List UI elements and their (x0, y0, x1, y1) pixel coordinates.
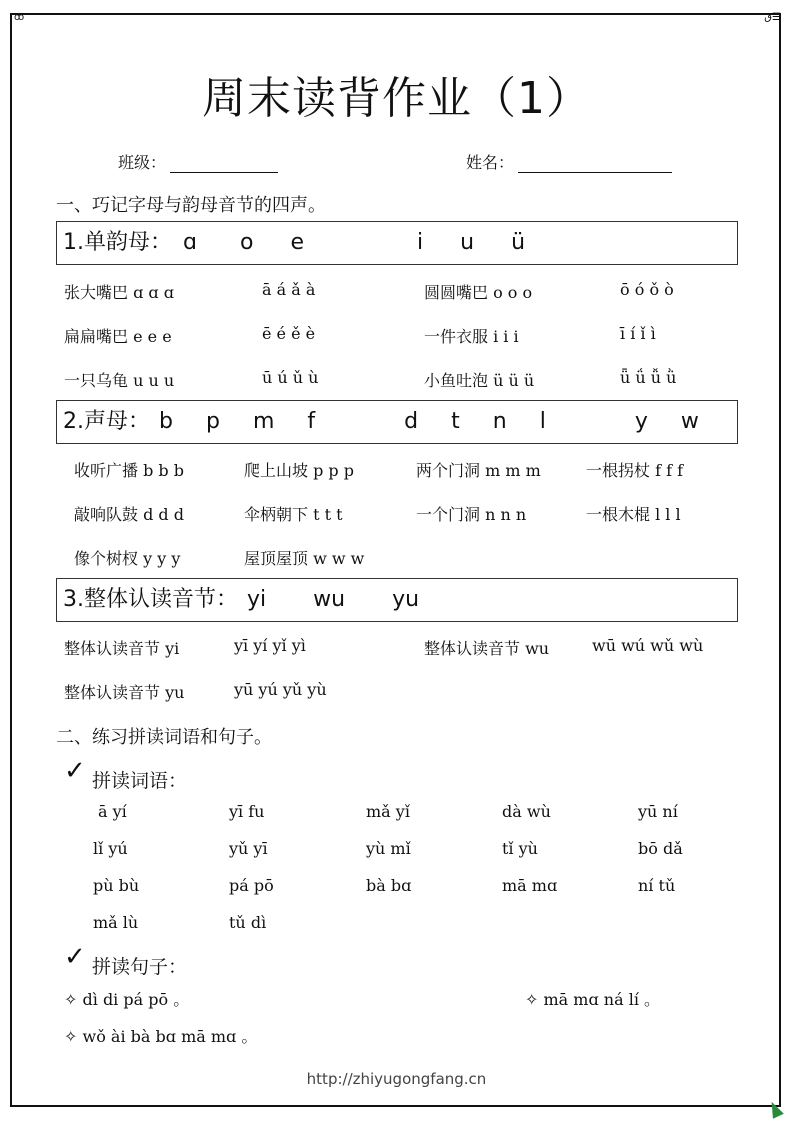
sentence-pinyin: ✧ dì di pá pō 。 (64, 990, 190, 1009)
final-tones: ō ó ǒ ò (620, 280, 674, 299)
word-pinyin: mǎ lù (93, 913, 139, 932)
word-pinyin: yū ní (638, 802, 678, 821)
letter: ɑ (183, 230, 197, 255)
final-rhyme: 张大嘴巴 ɑ ɑ ɑ (64, 283, 174, 302)
word-pinyin: yī fu (229, 802, 265, 821)
final-rhyme: 一件衣服 i i i (424, 327, 519, 346)
letter: o (239, 230, 254, 255)
final-tones: ū ú ǔ ù (262, 368, 319, 387)
initial-rhyme: 一个门洞 n n n (416, 505, 527, 524)
section1-heading: 一、巧记字母与韵母音节的四声。 (56, 195, 326, 216)
word-pinyin: mǎ yǐ (366, 802, 410, 821)
letter: b (159, 409, 173, 434)
letter: wu (313, 587, 346, 612)
letter: t (451, 409, 460, 434)
initial-rhyme: 一根木棍 l l l (586, 505, 681, 524)
name-blank[interactable] (518, 154, 672, 173)
final-rhyme: 小鱼吐泡 ü ü ü (424, 371, 535, 390)
final-rhyme: 圆圆嘴巴 o o o (424, 283, 533, 302)
letter: m (252, 409, 275, 434)
box-initials (56, 400, 738, 444)
letter: p (205, 409, 220, 434)
initial-rhyme: 爬上山坡 p p p (244, 461, 354, 480)
final-tones: ē é ě è (262, 324, 316, 343)
name-label: 姓名： (466, 153, 515, 172)
corner-mark-right-icon: ٯ☰ (764, 12, 781, 23)
corner-mark-left-icon: ꝏ (14, 12, 25, 23)
letter: w (680, 409, 699, 434)
letter: yi (247, 587, 267, 612)
syllable-tones: yū yú yǔ yù (234, 680, 327, 699)
word-pinyin: pá pō (229, 876, 274, 895)
cursor-arrow-icon (766, 1099, 784, 1119)
syllable-rhyme: 整体认读音节 yi (64, 639, 180, 658)
initial-rhyme: 两个门洞 m m m (416, 461, 541, 480)
word-pinyin: bō dǎ (638, 839, 683, 858)
letter: i (416, 230, 424, 255)
word-pinyin: tǔ dì (229, 913, 267, 932)
sentence-pinyin: ✧ mā mɑ ná lí 。 (525, 990, 661, 1009)
syllable-rhyme: 整体认读音节 yu (64, 683, 185, 702)
letter: ü (511, 230, 526, 255)
initial-rhyme: 敲响队鼓 d d d (74, 505, 184, 524)
word-pinyin: mā mɑ (502, 876, 558, 895)
box-single-finals (56, 221, 738, 265)
sentence-pinyin: ✧ wǒ ài bà bɑ mā mɑ 。 (64, 1027, 258, 1046)
checkmark-icon: ✓ (64, 756, 86, 786)
letter: u (460, 230, 475, 255)
page-title: 周末读背作业（1） (202, 73, 591, 124)
box-whole-syllables (56, 578, 738, 622)
syllable-tones: wū wú wǔ wù (592, 636, 704, 655)
letter: yu (392, 587, 420, 612)
sentences-label: 拼读句子： (92, 956, 188, 978)
class-field (118, 150, 278, 173)
syllable-rhyme: 整体认读音节 wu (424, 639, 550, 658)
word-pinyin: pù bù (93, 876, 140, 895)
name-field (466, 150, 672, 173)
box3-label: 3.整体认读音节： (63, 587, 238, 612)
word-pinyin: lǐ yú (93, 839, 128, 858)
final-tones: ǖ ǘ ǚ ǜ (620, 368, 677, 387)
initial-rhyme: 伞柄朝下 t t t (244, 505, 343, 524)
letter: n (492, 409, 507, 434)
final-rhyme: 扁扁嘴巴 e e e (64, 327, 172, 346)
word-pinyin: yǔ yī (229, 839, 268, 858)
section2-heading: 二、练习拼读词语和句子。 (56, 727, 272, 748)
word-pinyin: bà bɑ (366, 876, 412, 895)
letter: e (290, 230, 304, 255)
word-pinyin: tǐ yù (502, 839, 538, 858)
syllable-tones: yī yí yǐ yì (234, 636, 306, 655)
class-label: 班级： (118, 153, 167, 172)
word-pinyin: ní tǔ (638, 876, 676, 895)
box1-label: 1.单韵母： (63, 230, 172, 255)
final-tones: ī í ǐ ì (620, 324, 656, 343)
words-label: 拼读词语： (92, 770, 188, 792)
final-tones: ā á ǎ à (262, 280, 316, 299)
checkmark-icon: ✓ (64, 942, 86, 972)
final-rhyme: 一只乌龟 u u u (64, 371, 175, 390)
footer-url[interactable]: http://zhiyugongfang.cn (306, 1070, 487, 1088)
letter: y (634, 409, 648, 434)
word-pinyin: ā yí (98, 802, 127, 821)
word-pinyin: dà wù (502, 802, 551, 821)
initial-rhyme: 收听广播 b b b (74, 461, 184, 480)
initial-rhyme: 一根拐杖 f f f (586, 461, 684, 480)
initial-rhyme: 像个树杈 y y y (74, 549, 181, 568)
letter: f (307, 409, 316, 434)
letter: d (404, 409, 419, 434)
initial-rhyme: 屋顶屋顶 w w w (244, 549, 365, 568)
word-pinyin: yù mǐ (366, 839, 411, 858)
class-blank[interactable] (170, 154, 278, 173)
letter: l (539, 409, 546, 434)
box2-label: 2.声母： (63, 409, 150, 434)
